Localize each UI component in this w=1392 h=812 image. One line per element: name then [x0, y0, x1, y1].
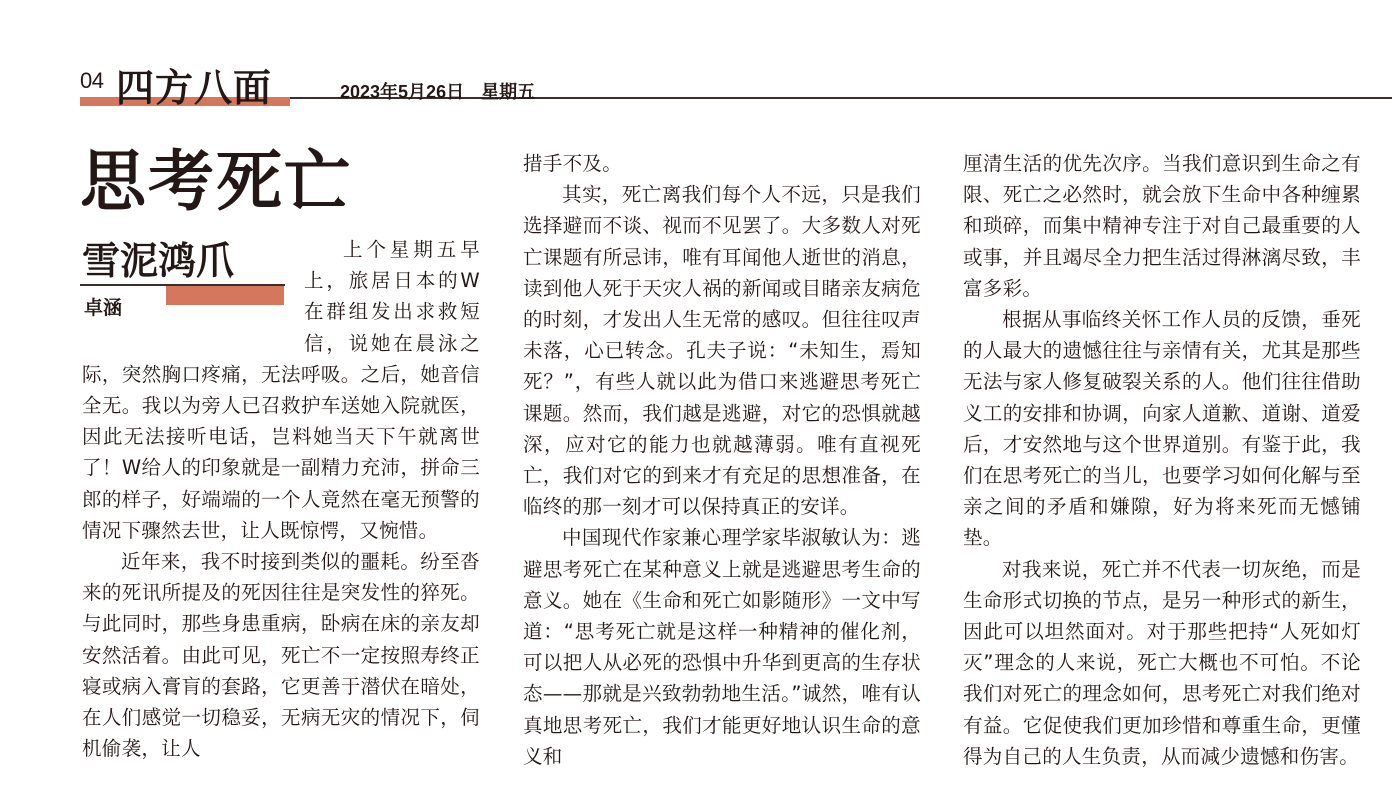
article-column-1: [82, 234, 480, 764]
author-byline: 卓涵: [84, 297, 123, 319]
page-number: 04: [80, 68, 104, 93]
title-block-spacer: [82, 234, 304, 352]
article-column-3: [963, 148, 1361, 772]
paragraph: 其实，死亡离我们每个人不远，只是我们选择避而不谈、视而不见罢了。大多数人对死亡课题有所忌讳，唯有耳闻他人逝世的消息，读到他人死于天灾人祸的新闻或目睹亲友病危的时刻，才发出人生无常的感叹。但往往叹声未落，心已转念。孔夫子说：“未知生，焉知死？”，有些人就以此为借口来逃避思考死亡课题。然而，我们越是逃避，对它的恐惧就越深，应对它的能力也就越薄弱。唯有直视死亡，我们对它的到来才有充足的思想准备，在临终的那一刻才可以保持真正的安详。: [523, 183, 921, 519]
paragraph: 近年来，我不时接到类似的噩耗。纷至沓来的死讯所提及的死因往往是突发性的猝死。与此同时，那些身患重病，卧病在床的亲友却安然活着。由此可见，死亡不一定按照寿终正寝或病入膏肓的套路，它更善于潜伏在暗处，在人们感觉一切稳妥，无病无灾的情况下，伺机偷袭，让人: [82, 550, 480, 761]
article-column-2: [523, 148, 921, 772]
section-title: 四方八面: [116, 65, 273, 110]
paragraph: 根据从事临终关怀工作人员的反馈，垂死的人最大的遗憾往往与亲情有关，尤其是那些无法与家人修复破裂关系的人。他们往往借助义工的安排和协调，向家人道歉、道谢、道爱后，才安然地与这个世界道别。有鉴于此，我们在思考死亡的当儿，也要学习如何化解与至亲之间的矛盾和嫌隙，好为将来死而无憾铺垫。: [963, 308, 1361, 550]
paragraph-continued: 措手不及。: [523, 152, 623, 175]
paragraph: 中国现代作家兼心理学家毕淑敏认为：逃避思考死亡在某种意义上就是逃避思考生命的意义。她在《生命和死亡如影随形》一文中写道：“思考死亡就是这样一种精神的催化剂，可以把人从必死的恐惧中升华到更高的生存状态——那就是兴致勃勃地生活。”诚然，唯有认真地思考死亡，我们才能更好地认识生命的意义和: [523, 526, 921, 768]
issue-date: 2023年5月26日 星期五: [340, 82, 536, 102]
article-headline: 思考死亡: [80, 143, 352, 220]
paragraph-continued: 厘清生活的优先次序。当我们意识到生命之有限、死亡之必然时，就会放下生命中各种缠累和琐碎，而集中精神专注于对自己最重要的人或事，并且竭尽全力把生活过得淋漓尽致，丰富多彩。: [963, 152, 1361, 300]
column-name: 雪泥鸿爪: [82, 238, 235, 283]
paragraph: 对我来说，死亡并不代表一切灰绝，而是生命形式切换的节点，是另一种形式的新生，因此可以坦然面对。对于那些把持“人死如灯灭”理念的人来说，死亡大概也不可怕。不论我们对死亡的理念如何，思考死亡对我们绝对有益。它促使我们更加珍惜和尊重生命，更懂得为自己的人生负责，从而减少遗憾和伤害。: [963, 557, 1361, 768]
paragraph: 上个星期五早上，旅居日本的W在群组发出求救短信，说她在晨泳之际，突然胸口疼痛，无法呼吸。之后，她音信全无。我以为旁人已召救护车送她入院就医，因此无法接听电话，岂料她当天下午就离世了！W给人的印象就是一副精力充沛，拼命三郎的样子，好端端的一个人竟然在毫无预警的情况下骤然去世，让人既惊愕，又惋惜。: [82, 238, 480, 542]
